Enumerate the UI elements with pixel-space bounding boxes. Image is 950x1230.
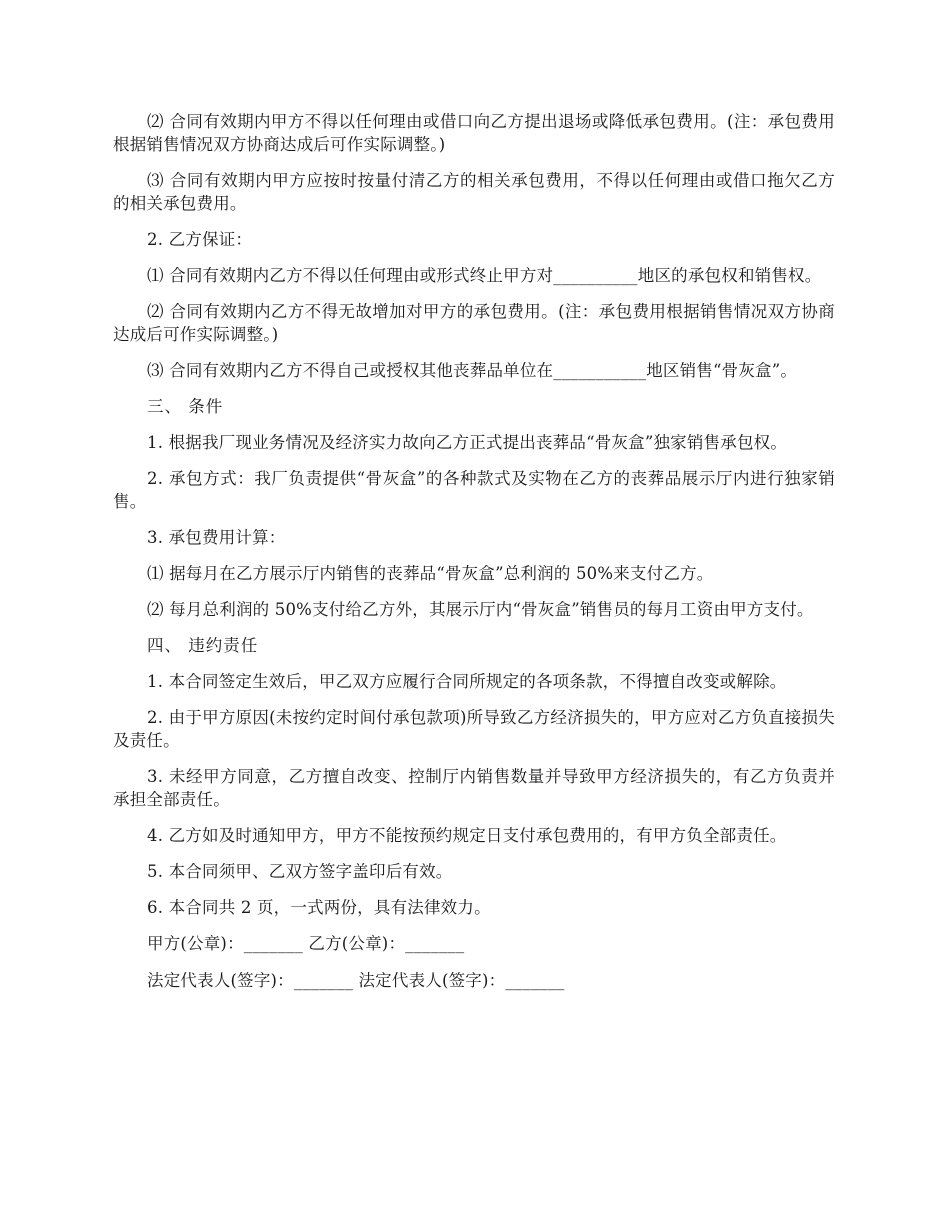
clause-b-1: ⑴ 合同有效期内乙方不得以任何理由或形式终止甲方对__________地区的承包权和销售权。 <box>147 266 822 285</box>
condition-3-1: ⑴ 据每月在乙方展示厅内销售的丧葬品“骨灰盒”总利润的 50%来支付乙方。 <box>147 564 714 583</box>
clause-a2-3: ⑶ 合同有效期内甲方应按时按量付清乙方的相关承包费用，不得以任何理由或借口拖欠乙方的相关承包费用。 <box>113 171 835 213</box>
liability-4: 4. 乙方如及时通知甲方，甲方不能按预约规定日支付承包费用的，有甲方负全部责任。 <box>147 826 787 845</box>
condition-3-heading: 3. 承包费用计算： <box>147 528 286 547</box>
clause-b-2: ⑵ 合同有效期内乙方不得无故增加对甲方的承包费用。(注：承包费用根据销售情况双方协商达成后可作实际调整。) <box>113 302 835 344</box>
signature-seal-line: 甲方(公章)：_______ 乙方(公章)：_______ <box>147 934 465 953</box>
clause-b-3: ⑶ 合同有效期内乙方不得自己或授权其他丧葬品单位在___________地区销售“骨灰盒”。 <box>147 361 798 380</box>
section-heading-liability: 四、 违约责任 <box>147 636 259 655</box>
liability-6: 6. 本合同共 2 页，一式两份，具有法律效力。 <box>147 898 491 917</box>
liability-1: 1. 本合同签定生效后，甲乙双方应履行合同所规定的各项条款，不得擅自改变或解除。 <box>147 672 787 691</box>
liability-2: 2. 由于甲方原因(未按约定时间付承包款项)所导致乙方经济损失的，甲方应对乙方负直接损失及责任。 <box>113 708 835 750</box>
liability-5: 5. 本合同须甲、乙双方签字盖印后有效。 <box>147 862 453 881</box>
liability-3: 3. 未经甲方同意，乙方擅自改变、控制厅内销售数量并导致甲方经济损失的，有乙方负责并承担全部责任。 <box>113 767 835 809</box>
document-body <box>113 110 835 1006</box>
section-heading-conditions: 三、 条件 <box>147 397 224 416</box>
clause-a2-2: ⑵ 合同有效期内甲方不得以任何理由或借口向乙方提出退场或降低承包费用。(注：承包费用根据销售情况双方协商达成后可作实际调整。) <box>113 112 835 154</box>
condition-3-2: ⑵ 每月总利润的 50%支付给乙方外，其展示厅内“骨灰盒”销售员的每月工资由甲方支付。 <box>147 600 814 619</box>
condition-1: 1. 根据我厂现业务情况及经济实力故向乙方正式提出丧葬品“骨灰盒”独家销售承包权。 <box>147 433 788 452</box>
signature-representative-line: 法定代表人(签字)：_______ 法定代表人(签字)：_______ <box>147 971 565 990</box>
clause-b-heading: 2. 乙方保证： <box>147 230 253 249</box>
condition-2: 2. 承包方式：我厂负责提供“骨灰盒”的各种款式及实物在乙方的丧葬品展示厅内进行独家销售。 <box>113 469 835 511</box>
